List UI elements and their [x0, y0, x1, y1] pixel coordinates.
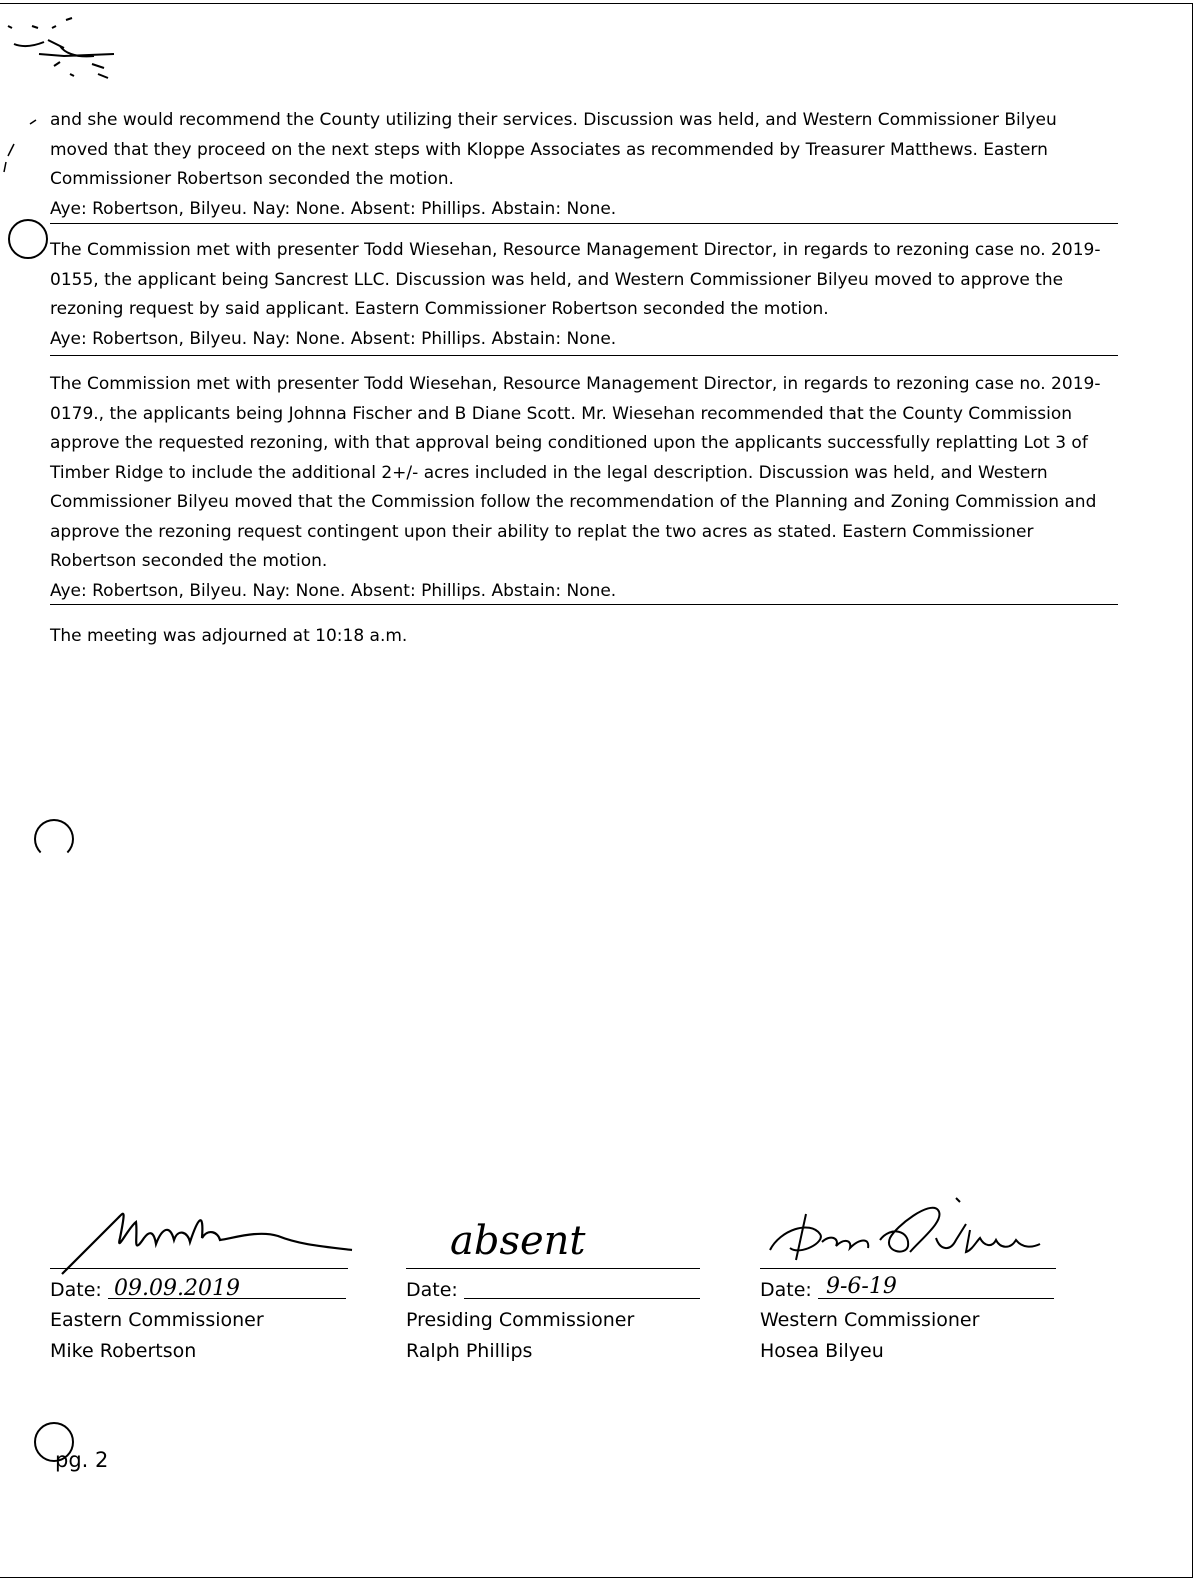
minutes-paragraph-1	[50, 106, 1120, 224]
section-divider	[50, 223, 1118, 224]
vote-record: Aye: Robertson, Bilyeu. Nay: None. Absent: Phillips. Abstain: None.	[50, 198, 617, 219]
signature-line	[760, 1268, 1056, 1269]
handwritten-absent: absent	[450, 1218, 586, 1264]
hole-punch-mark	[34, 819, 74, 859]
vote-record: Aye: Robertson, Bilyeu. Nay: None. Absent: Phillips. Abstain: None.	[50, 328, 617, 349]
date-line	[108, 1298, 346, 1299]
section-divider	[50, 355, 1118, 356]
handwritten-date: 09.09.2019	[114, 1276, 240, 1301]
page-number: pg. 2	[55, 1448, 109, 1472]
signatory-name: Hosea Bilyeu	[760, 1340, 884, 1362]
signatory-title: Western Commissioner	[760, 1309, 980, 1331]
signatory-name: Mike Robertson	[50, 1340, 197, 1362]
signatory-title: Eastern Commissioner	[50, 1309, 264, 1331]
hole-punch-mark	[8, 219, 48, 259]
minutes-paragraph-3	[50, 370, 1120, 606]
signatory-block-presiding	[406, 1305, 706, 1367]
date-label: Date:	[406, 1279, 458, 1301]
signatory-block-western	[760, 1305, 1060, 1367]
paragraph-text: The Commission met with presenter Todd Wiesehan, Resource Management Director, in regards to rezoning case no. 2019-0179., the applicants being Johnna Fischer and B Diane Scott. Mr. Wiesehan recommended that the County Commission approve the requested rezoning, with that approval being conditioned upon the applicants successfully replatting Lot 3 of Timber Ridge to include the additional 2+/- acres included in the legal description. Discussion was held, and Western Commissioner Bilyeu moved that the Commission follow the recommendation of the Planning and Zoning Commission and approve the rezoning request contingent upon their ability to replat the two acres as stated. Eastern Commissioner Robertson seconded the motion.	[50, 374, 1101, 571]
minutes-paragraph-2	[50, 236, 1120, 354]
adjournment-text: The meeting was adjourned at 10:18 a.m.	[50, 626, 408, 646]
margin-tick-marks	[0, 110, 40, 190]
adjournment-note	[50, 622, 1120, 652]
date-line	[818, 1298, 1054, 1299]
signature-line	[406, 1268, 700, 1269]
date-label: Date:	[50, 1279, 102, 1301]
signatory-block-eastern	[50, 1305, 350, 1367]
handwritten-date: 9-6-19	[826, 1274, 897, 1299]
date-line	[464, 1298, 700, 1299]
page-border-right	[1192, 3, 1193, 1577]
signature-line	[50, 1268, 348, 1269]
signatory-name: Ralph Phillips	[406, 1340, 533, 1362]
section-divider	[50, 604, 1118, 605]
paragraph-text: and she would recommend the County utilizing their services. Discussion was held, and Western Commissioner Bilyeu moved that they proceed on the next steps with Kloppe Associates as recommended by Treasurer Matthews. Eastern Commissioner Robertson seconded the motion.	[50, 110, 1057, 189]
page-border-top	[0, 3, 1192, 4]
signature-bilyeu	[760, 1190, 1060, 1270]
vote-record: Aye: Robertson, Bilyeu. Nay: None. Absent: Phillips. Abstain: None.	[50, 580, 617, 601]
paragraph-text: The Commission met with presenter Todd Wiesehan, Resource Management Director, in regards to rezoning case no. 2019-0155, the applicant being Sancrest LLC. Discussion was held, and Western Commissioner Bilyeu moved to approve the rezoning request by said applicant. Eastern Commissioner Robertson seconded the motion.	[50, 240, 1101, 319]
page-border-bottom	[0, 1577, 1193, 1578]
signatory-title: Presiding Commissioner	[406, 1309, 635, 1331]
scan-artifact	[4, 14, 124, 84]
date-label: Date:	[760, 1279, 812, 1301]
signature-robertson	[58, 1188, 358, 1278]
